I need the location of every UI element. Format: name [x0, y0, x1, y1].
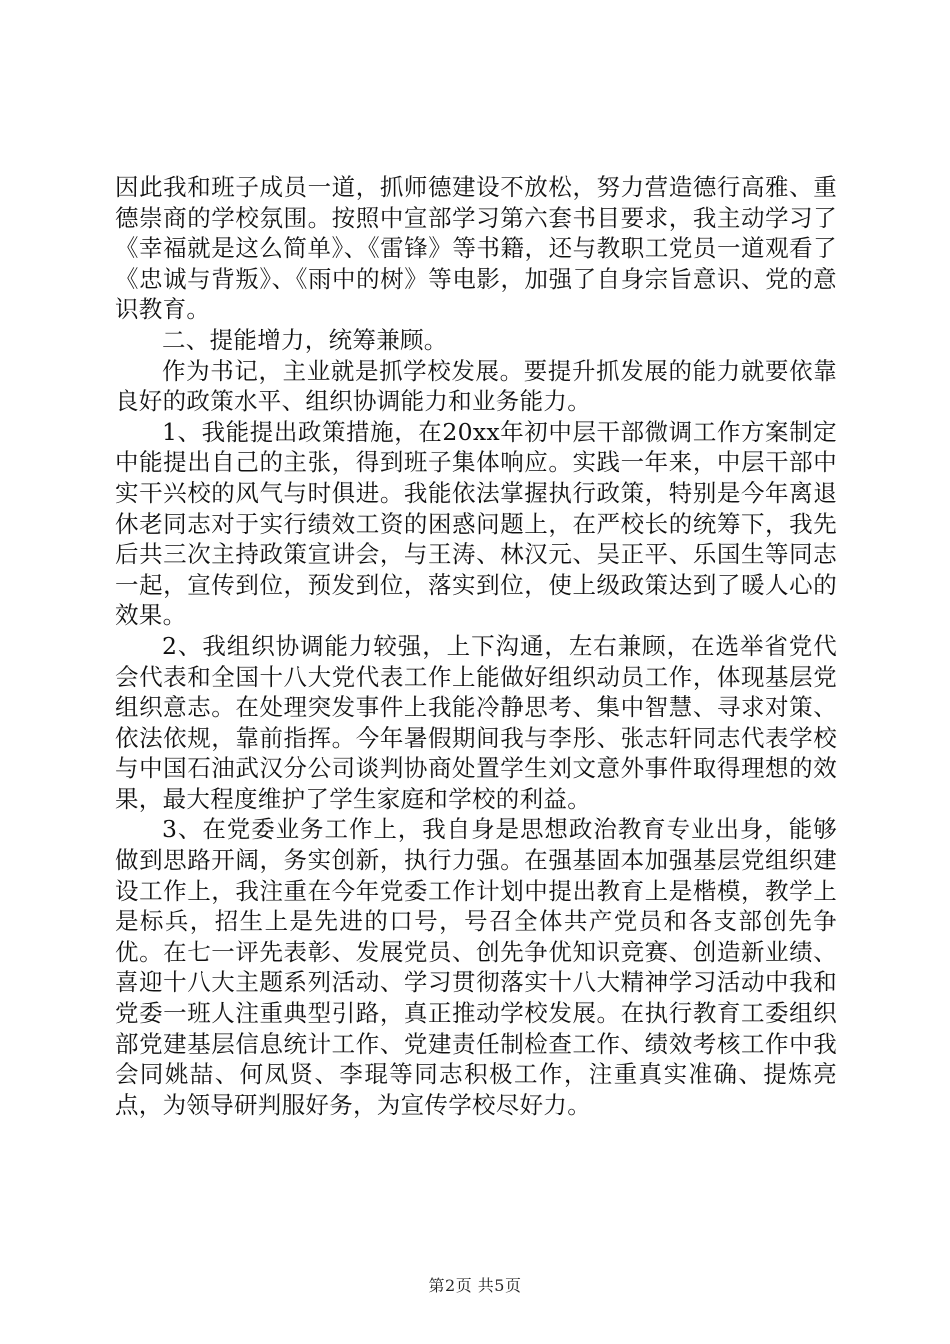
- page-footer: 第2页 共5页: [428, 1276, 522, 1295]
- document-body: [115, 172, 837, 1120]
- paragraph-item-3: 3、在党委业务工作上，我自身是思想政治教育专业出身，能够做到思路开阔，务实创新，执行力强。在强基固本加强基层党组织建设工作上，我注重在今年党委工作计划中提出教育上是楷模，教学上是标兵，招生上是先进的口号，号召全体共产党员和各支部创先争优。在七一评先表彰、发展党员、创先争优知识竞赛、创造新业绩、喜迎十八大主题系列活动、学习贯彻落实十八大精神学习活动中我和党委一班人注重典型引路，真正推动学校发展。在执行教育工委组织部党建基层信息统计工作、党建责任制检查工作、绩效考核工作中我会同姚喆、何凤贤、李琨等同志积极工作，注重真实准确、提炼亮点，为领导研判服好务，为宣传学校尽好力。: [115, 815, 837, 1119]
- section-heading: 二、提能增力，统筹兼顾。: [162, 325, 448, 354]
- paragraph-intro: 作为书记，主业就是抓学校发展。要提升抓发展的能力就要依靠良好的政策水平、组织协调能力和业务能力。: [115, 356, 837, 416]
- paragraph-item-2: 2、我组织协调能力较强，上下沟通，左右兼顾，在选举省党代会代表和全国十八大党代表工作上能做好组织动员工作，体现基层党组织意志。在处理突发事件上我能冷静思考、集中智慧、寻求对策、依法依规，靠前指挥。今年暑假期间我与李彤、张志轩同志代表学校与中国石油武汉分公司谈判协商处置学生刘文意外事件取得理想的效果，最大程度维护了学生家庭和学校的利益。: [115, 631, 837, 813]
- paragraph-continuation: 因此我和班子成员一道，抓师德建设不放松，努力营造德行高雅、重德崇商的学校氛围。按照中宣部学习第六套书目要求，我主动学习了《幸福就是这么简单》、《雷锋》等书籍，还与教职工党员一道观看了《忠诚与背叛》、《雨中的树》等电影，加强了自身宗旨意识、党的意识教育。: [115, 173, 837, 324]
- paragraph-item-1: 1、我能提出政策措施，在20xx年初中层干部微调工作方案制定中能提出自己的主张，得到班子集体响应。实践一年来，中层干部中实干兴校的风气与时俱进。我能依法掌握执行政策，特别是今年离退休老同志对于实行绩效工资的困惑问题上，在严校长的统筹下，我先后共三次主持政策宣讲会，与王涛、林汉元、吴正平、乐国生等同志一起，宣传到位，预发到位，落实到位，使上级政策达到了暖人心的效果。: [115, 417, 837, 630]
